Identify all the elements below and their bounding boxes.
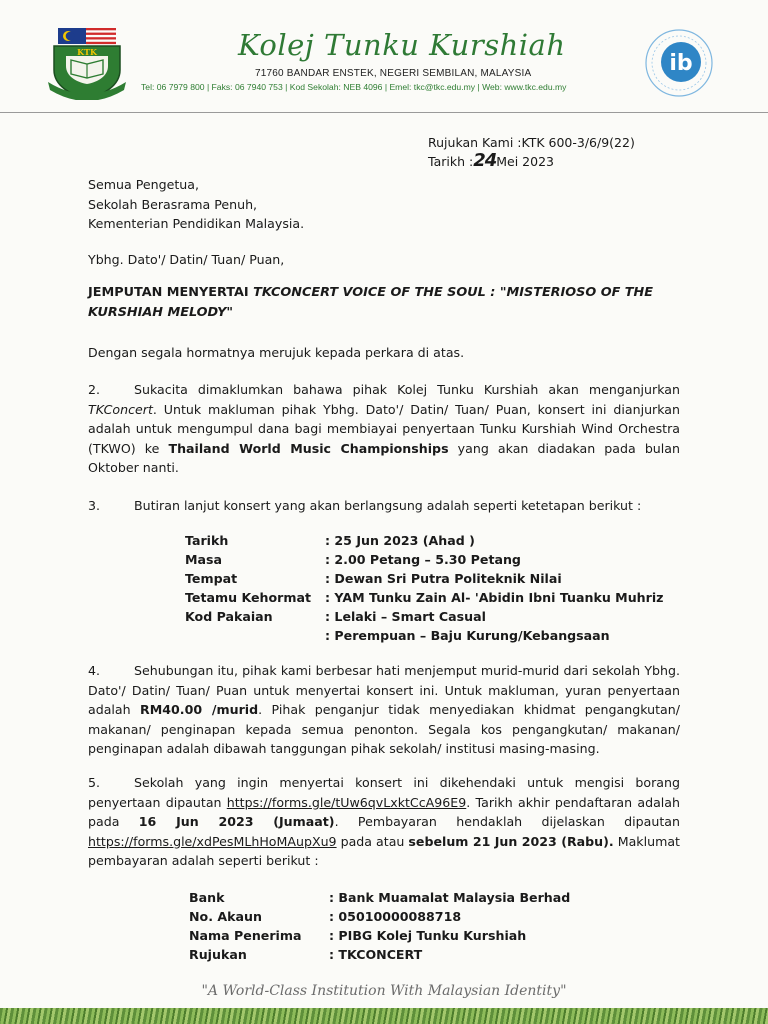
school-address: 71760 BANDAR ENSTEK, NEGERI SEMBILAN, MALAYSIA: [255, 68, 532, 79]
paragraph-3: 3. Butiran lanjut konsert yang akan berlangsung adalah seperti ketetapan berikut :: [88, 498, 642, 513]
svg-text:KTK: KTK: [77, 47, 97, 57]
handwritten-day: 24: [473, 150, 497, 171]
registration-form-link[interactable]: https://forms.gle/tUw6qvLxktCcA96E9: [226, 794, 467, 810]
reference-block: [428, 134, 635, 171]
intro-paragraph: Dengan segala hormatnya merujuk kepada perkara di atas.: [88, 345, 465, 360]
detail-row: Bank : Bank Muamalat Malaysia Berhad: [189, 890, 571, 905]
detail-row: No. Akaun : 05010000088718: [189, 909, 462, 924]
detail-row: Rujukan : TKCONCERT: [189, 947, 423, 962]
payment-form-link[interactable]: https://forms.gle/xdPesMLhHoMAupXu9: [88, 833, 337, 849]
paragraph-5: 5. Sekolah yang ingin menyertai konsert ini dikehendaki untuk mengisi borang penyertaan dipautan https://forms.gle/tUw6qvLxktCcA96E9. Tarikh akhir pendaftaran adalah pada 16 Jun 2023 (Jumaat). Pembayaran hendaklah dijelaskan dipautan https://forms.gle/xdPesMLhHoMAupXu9 pada atau sebelum 21 Jun 2023 (Rabu). Maklumat pembayaran adalah seperti berikut :: [88, 775, 680, 868]
reference-number: Rujukan Kami :KTK 600-3/6/9(22): [428, 135, 635, 150]
detail-row: Tarikh : 25 Jun 2023 (Ahad ): [185, 533, 475, 548]
event-details-table: [185, 533, 664, 647]
detail-row: Tetamu Kehormat : YAM Tunku Zain Al- 'Abidin Ibni Tuanku Muhriz: [185, 590, 664, 605]
payment-details-table: [189, 890, 570, 966]
detail-row: Nama Penerima : PIBG Kolej Tunku Kurshiah: [189, 928, 527, 943]
recipient-address: Semua Pengetua, Sekolah Berasrama Penuh, Kementerian Pendidikan Malaysia.: [88, 177, 305, 231]
school-contact-line: Tel: 06 7979 800 | Faks: 06 7940 753 | Kod Sekolah: NEB 4096 | Emel: tkc@tkc.edu.my | Web: www.tkc.edu.my: [141, 82, 567, 92]
svg-text:ib: ib: [669, 51, 693, 76]
detail-row: Masa : 2.00 Petang – 5.30 Petang: [185, 552, 521, 567]
paragraph-2: 2. Sukacita dimaklumkan bahawa pihak Kolej Tunku Kurshiah akan menganjurkan TKConcert. Untuk makluman pihak Ybhg. Dato'/ Datin/ Tuan/ Puan, konsert ini dianjurkan adalah untuk mengumpul dana bagi membiayai penyertaan Tunku Kurshiah Wind Orchestra (TKWO) ke Thailand World Music Championships yang akan diadakan pada bulan Oktober nanti.: [88, 382, 680, 475]
footer-motto: "A World-Class Institution With Malaysian Identity": [201, 983, 567, 999]
letter-subject: JEMPUTAN MENYERTAI TKCONCERT VOICE OF THE SOUL : "MISTERIOSO OF THE KURSHIAH MELODY": [88, 285, 653, 320]
header-divider: [0, 112, 768, 113]
letter-date: Tarikh :24Mei 2023: [428, 150, 554, 171]
salutation: Ybhg. Dato'/ Datin/ Tuan/ Puan,: [88, 252, 285, 267]
detail-row: Kod Pakaian : Lelaki – Smart Casual: [185, 609, 486, 624]
ib-world-school-logo: [644, 28, 714, 98]
detail-row: : Perempuan – Baju Kurung/Kebangsaan: [325, 628, 610, 643]
footer-decorative-band: [0, 1008, 768, 1024]
paragraph-4: 4. Sehubungan itu, pihak kami berbesar hati menjemput murid-murid dari sekolah Ybhg. Dato'/ Datin/ Tuan/ Puan untuk menyertai konsert ini. Untuk makluman, yuran penyertaan adalah RM40.00 /murid. Pihak penganjur tidak menyediakan khidmat pengangkutan/ makanan/ penginapan kepada semua penonton. Segala kos pengangkutan/ makanan/ penginapan adalah dibawah tanggungan pihak sekolah/ institusi masing-masing.: [88, 663, 680, 756]
school-crest-logo: [44, 26, 130, 100]
school-name: Kolej Tunku Kurshiah: [238, 28, 566, 62]
detail-row: Tempat : Dewan Sri Putra Politeknik Nilai: [185, 571, 562, 586]
